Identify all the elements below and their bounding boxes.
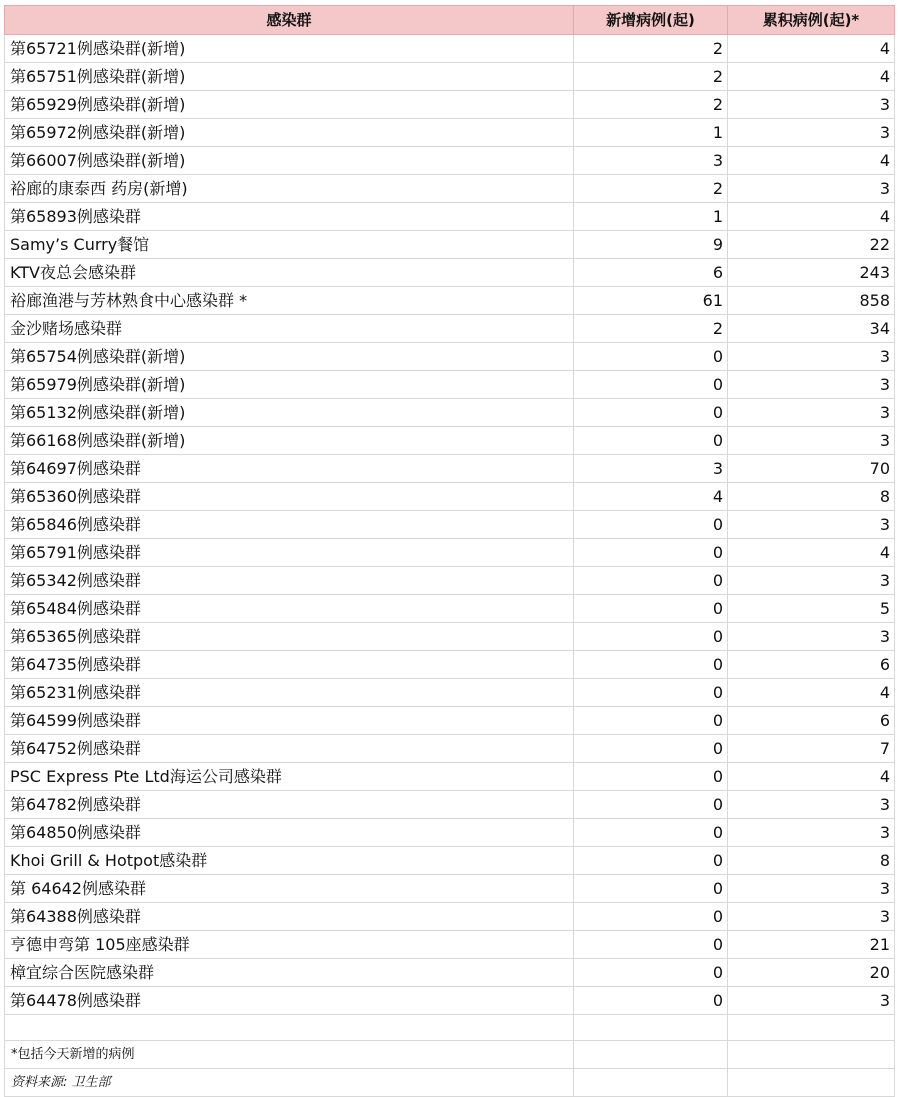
cumulative-cases-cell: 3	[728, 399, 895, 427]
cumulative-cases-cell: 7	[728, 735, 895, 763]
new-cases-cell: 2	[574, 315, 728, 343]
table-row	[5, 679, 895, 707]
new-cases-cell: 0	[574, 343, 728, 371]
cumulative-cases-cell: 243	[728, 259, 895, 287]
cluster-name-cell: 樟宜综合医院感染群	[5, 959, 574, 987]
footnote-row	[5, 1041, 895, 1069]
blank-row	[5, 1015, 895, 1041]
new-cases-cell: 0	[574, 763, 728, 791]
table-row	[5, 455, 895, 483]
cumulative-cases-cell: 3	[728, 567, 895, 595]
cumulative-cases-cell: 34	[728, 315, 895, 343]
blank-cell	[574, 1069, 728, 1097]
cluster-name-cell: 第64599例感染群	[5, 707, 574, 735]
table-row	[5, 399, 895, 427]
new-cases-cell: 0	[574, 399, 728, 427]
cluster-name-cell: 第64478例感染群	[5, 987, 574, 1015]
header-new-cases: 新增病例(起)	[574, 6, 728, 35]
table-row	[5, 595, 895, 623]
table-row	[5, 959, 895, 987]
source-row	[5, 1069, 895, 1097]
source-text: 资料来源: 卫生部	[5, 1069, 574, 1097]
new-cases-cell: 0	[574, 819, 728, 847]
cluster-name-cell: 第65979例感染群(新增)	[5, 371, 574, 399]
new-cases-cell: 2	[574, 91, 728, 119]
table-row	[5, 651, 895, 679]
table-row	[5, 735, 895, 763]
new-cases-cell: 0	[574, 427, 728, 455]
table-row	[5, 315, 895, 343]
cluster-name-cell: 第66168例感染群(新增)	[5, 427, 574, 455]
new-cases-cell: 9	[574, 231, 728, 259]
table-row	[5, 371, 895, 399]
new-cases-cell: 61	[574, 287, 728, 315]
cumulative-cases-cell: 4	[728, 679, 895, 707]
cluster-name-cell: 第64697例感染群	[5, 455, 574, 483]
new-cases-cell: 0	[574, 959, 728, 987]
new-cases-cell: 0	[574, 903, 728, 931]
new-cases-cell: 0	[574, 679, 728, 707]
table-footer	[5, 1015, 895, 1097]
cumulative-cases-cell: 858	[728, 287, 895, 315]
new-cases-cell: 3	[574, 455, 728, 483]
cumulative-cases-cell: 3	[728, 819, 895, 847]
cumulative-cases-cell: 3	[728, 119, 895, 147]
cumulative-cases-cell: 3	[728, 623, 895, 651]
cluster-name-cell: 第65365例感染群	[5, 623, 574, 651]
new-cases-cell: 1	[574, 119, 728, 147]
table-row	[5, 623, 895, 651]
cluster-name-cell: 第65893例感染群	[5, 203, 574, 231]
new-cases-cell: 0	[574, 847, 728, 875]
table-row	[5, 175, 895, 203]
cumulative-cases-cell: 4	[728, 763, 895, 791]
table-row	[5, 763, 895, 791]
table-row	[5, 819, 895, 847]
table-header	[5, 6, 895, 35]
cluster-name-cell: 第64782例感染群	[5, 791, 574, 819]
table-row	[5, 483, 895, 511]
table-row	[5, 287, 895, 315]
table-row	[5, 539, 895, 567]
cumulative-cases-cell: 3	[728, 791, 895, 819]
cumulative-cases-cell: 70	[728, 455, 895, 483]
cumulative-cases-cell: 20	[728, 959, 895, 987]
cluster-name-cell: 第65846例感染群	[5, 511, 574, 539]
cluster-name-cell: 第65751例感染群(新增)	[5, 63, 574, 91]
table-row	[5, 903, 895, 931]
table-row	[5, 707, 895, 735]
cluster-name-cell: PSC Express Pte Ltd海运公司感染群	[5, 763, 574, 791]
cluster-name-cell: 第65132例感染群(新增)	[5, 399, 574, 427]
cumulative-cases-cell: 21	[728, 931, 895, 959]
cumulative-cases-cell: 3	[728, 343, 895, 371]
cumulative-cases-cell: 8	[728, 847, 895, 875]
table-row	[5, 511, 895, 539]
cluster-name-cell: 第64752例感染群	[5, 735, 574, 763]
cumulative-cases-cell: 3	[728, 511, 895, 539]
table-row	[5, 847, 895, 875]
header-cluster: 感染群	[5, 6, 574, 35]
table-row	[5, 875, 895, 903]
table-row	[5, 35, 895, 63]
cumulative-cases-cell: 5	[728, 595, 895, 623]
table-row	[5, 259, 895, 287]
table-body	[5, 35, 895, 1015]
cumulative-cases-cell: 3	[728, 371, 895, 399]
new-cases-cell: 0	[574, 931, 728, 959]
new-cases-cell: 0	[574, 707, 728, 735]
table-row	[5, 63, 895, 91]
cumulative-cases-cell: 3	[728, 903, 895, 931]
cumulative-cases-cell: 6	[728, 651, 895, 679]
clusters-table	[4, 5, 895, 1097]
new-cases-cell: 0	[574, 735, 728, 763]
cumulative-cases-cell: 3	[728, 175, 895, 203]
blank-cell	[574, 1041, 728, 1069]
cumulative-cases-cell: 3	[728, 427, 895, 455]
cumulative-cases-cell: 6	[728, 707, 895, 735]
cumulative-cases-cell: 4	[728, 203, 895, 231]
cluster-name-cell: 第65929例感染群(新增)	[5, 91, 574, 119]
new-cases-cell: 0	[574, 791, 728, 819]
cluster-name-cell: 裕廊的康泰西 药房(新增)	[5, 175, 574, 203]
table-row	[5, 931, 895, 959]
blank-cell	[574, 1015, 728, 1041]
cumulative-cases-cell: 4	[728, 63, 895, 91]
footnote-text: *包括今天新增的病例	[5, 1041, 574, 1069]
cluster-name-cell: KTV夜总会感染群	[5, 259, 574, 287]
cumulative-cases-cell: 3	[728, 91, 895, 119]
cluster-name-cell: 亨德申弯第 105座感染群	[5, 931, 574, 959]
cluster-name-cell: 第65791例感染群	[5, 539, 574, 567]
cluster-name-cell: 第65360例感染群	[5, 483, 574, 511]
table-row	[5, 147, 895, 175]
table-row	[5, 427, 895, 455]
blank-cell	[5, 1015, 574, 1041]
cluster-name-cell: 第64735例感染群	[5, 651, 574, 679]
new-cases-cell: 1	[574, 203, 728, 231]
cluster-name-cell: 第65754例感染群(新增)	[5, 343, 574, 371]
table-row	[5, 119, 895, 147]
blank-cell	[728, 1015, 895, 1041]
cluster-name-cell: 第65484例感染群	[5, 595, 574, 623]
cluster-name-cell: 第65721例感染群(新增)	[5, 35, 574, 63]
new-cases-cell: 0	[574, 987, 728, 1015]
new-cases-cell: 6	[574, 259, 728, 287]
cluster-name-cell: 第65342例感染群	[5, 567, 574, 595]
cluster-name-cell: Samy’s Curry餐馆	[5, 231, 574, 259]
new-cases-cell: 0	[574, 623, 728, 651]
cumulative-cases-cell: 4	[728, 147, 895, 175]
blank-cell	[728, 1069, 895, 1097]
table-row	[5, 203, 895, 231]
table-row	[5, 231, 895, 259]
cluster-name-cell: 第64388例感染群	[5, 903, 574, 931]
table-row	[5, 567, 895, 595]
table-row	[5, 791, 895, 819]
table-row	[5, 987, 895, 1015]
table-row	[5, 91, 895, 119]
new-cases-cell: 0	[574, 511, 728, 539]
new-cases-cell: 0	[574, 371, 728, 399]
new-cases-cell: 0	[574, 539, 728, 567]
cluster-name-cell: Khoi Grill & Hotpot感染群	[5, 847, 574, 875]
new-cases-cell: 0	[574, 595, 728, 623]
new-cases-cell: 2	[574, 63, 728, 91]
cluster-name-cell: 第65231例感染群	[5, 679, 574, 707]
cluster-name-cell: 第64850例感染群	[5, 819, 574, 847]
cluster-name-cell: 第66007例感染群(新增)	[5, 147, 574, 175]
new-cases-cell: 0	[574, 567, 728, 595]
cumulative-cases-cell: 8	[728, 483, 895, 511]
table-row	[5, 343, 895, 371]
header-row	[5, 6, 895, 35]
cluster-name-cell: 裕廊渔港与芳林熟食中心感染群 *	[5, 287, 574, 315]
new-cases-cell: 0	[574, 875, 728, 903]
cumulative-cases-cell: 3	[728, 875, 895, 903]
new-cases-cell: 2	[574, 175, 728, 203]
cluster-name-cell: 第65972例感染群(新增)	[5, 119, 574, 147]
header-cumulative-cases: 累积病例(起)*	[728, 6, 895, 35]
cumulative-cases-cell: 4	[728, 35, 895, 63]
cluster-name-cell: 金沙赌场感染群	[5, 315, 574, 343]
cumulative-cases-cell: 3	[728, 987, 895, 1015]
cumulative-cases-cell: 22	[728, 231, 895, 259]
new-cases-cell: 0	[574, 651, 728, 679]
cluster-name-cell: 第 64642例感染群	[5, 875, 574, 903]
new-cases-cell: 4	[574, 483, 728, 511]
new-cases-cell: 2	[574, 35, 728, 63]
new-cases-cell: 3	[574, 147, 728, 175]
blank-cell	[728, 1041, 895, 1069]
cumulative-cases-cell: 4	[728, 539, 895, 567]
